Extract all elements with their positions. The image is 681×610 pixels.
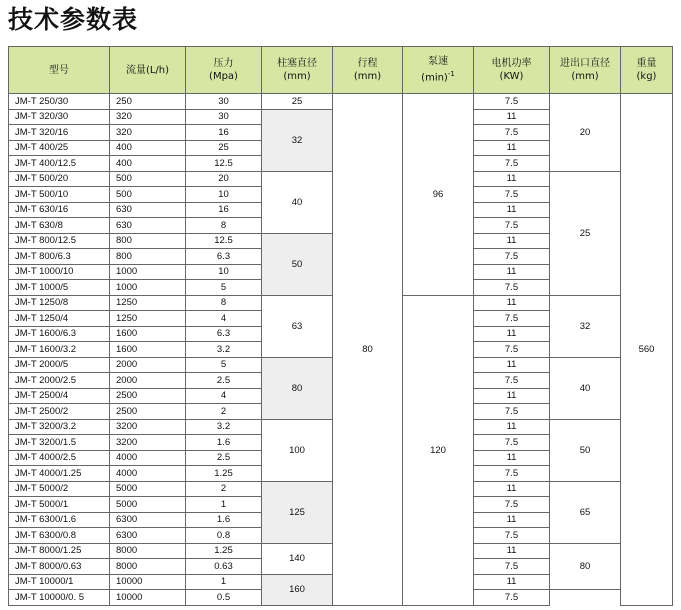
model-cell: JM-T 630/16	[9, 202, 110, 218]
motor-power-cell: 11	[474, 481, 550, 497]
motor-power-cell: 7.5	[474, 497, 550, 513]
plunger-diameter-cell: 80	[262, 357, 333, 419]
pressure-cell: 1	[186, 574, 262, 590]
flow-cell: 2500	[110, 404, 186, 420]
motor-power-cell: 11	[474, 140, 550, 156]
header-pressure: 压力 (Mpa)	[186, 47, 262, 94]
pressure-cell: 1.6	[186, 512, 262, 528]
plunger-diameter-cell: 125	[262, 481, 333, 543]
motor-power-cell: 11	[474, 574, 550, 590]
header-motor-power: 电机功率 (KW)	[474, 47, 550, 94]
flow-cell: 320	[110, 125, 186, 141]
pressure-cell: 8	[186, 218, 262, 234]
flow-cell: 630	[110, 218, 186, 234]
flow-cell: 1600	[110, 326, 186, 342]
model-cell: JM-T 1600/6.3	[9, 326, 110, 342]
pressure-cell: 1.6	[186, 435, 262, 451]
model-cell: JM-T 8000/1.25	[9, 543, 110, 559]
model-cell: JM-T 1000/10	[9, 264, 110, 280]
pump-speed-cell: 96	[403, 94, 474, 296]
motor-power-cell: 7.5	[474, 218, 550, 234]
flow-cell: 250	[110, 94, 186, 110]
pressure-cell: 16	[186, 202, 262, 218]
port-diameter-cell: 20	[550, 94, 621, 172]
motor-power-cell: 11	[474, 388, 550, 404]
header-stroke: 行程 (mm)	[333, 47, 403, 94]
pressure-cell: 8	[186, 295, 262, 311]
plunger-diameter-cell: 50	[262, 233, 333, 295]
motor-power-cell: 11	[474, 512, 550, 528]
motor-power-cell: 11	[474, 295, 550, 311]
model-cell: JM-T 2000/5	[9, 357, 110, 373]
motor-power-cell: 11	[474, 419, 550, 435]
motor-power-cell: 7.5	[474, 280, 550, 296]
motor-power-cell: 11	[474, 109, 550, 125]
port-diameter-cell: 80	[550, 543, 621, 590]
pressure-cell: 0.5	[186, 590, 262, 606]
motor-power-cell: 7.5	[474, 125, 550, 141]
flow-cell: 10000	[110, 574, 186, 590]
motor-power-cell: 11	[474, 264, 550, 280]
flow-cell: 1250	[110, 295, 186, 311]
motor-power-cell: 11	[474, 171, 550, 187]
model-cell: JM-T 10000/0. 5	[9, 590, 110, 606]
model-cell: JM-T 500/20	[9, 171, 110, 187]
plunger-diameter-cell: 160	[262, 574, 333, 605]
pressure-cell: 2	[186, 481, 262, 497]
flow-cell: 1000	[110, 280, 186, 296]
flow-cell: 3200	[110, 435, 186, 451]
port-diameter-cell: 32	[550, 295, 621, 357]
model-cell: JM-T 6300/0.8	[9, 528, 110, 544]
model-cell: JM-T 2500/4	[9, 388, 110, 404]
motor-power-cell: 7.5	[474, 249, 550, 265]
header-pump-speed: 泵速 $(\min)^{-1}$	[403, 47, 474, 94]
flow-cell: 630	[110, 202, 186, 218]
header-flow: 流量(L/h)	[110, 47, 186, 94]
flow-cell: 4000	[110, 466, 186, 482]
pressure-cell: 12.5	[186, 233, 262, 249]
model-cell: JM-T 6300/1.6	[9, 512, 110, 528]
flow-cell: 8000	[110, 543, 186, 559]
port-diameter-cell: 50	[550, 419, 621, 481]
flow-cell: 10000	[110, 590, 186, 606]
model-cell: JM-T 500/10	[9, 187, 110, 203]
motor-power-cell: 7.5	[474, 187, 550, 203]
pressure-cell: 4	[186, 311, 262, 327]
header-weight: 重量 (kg)	[621, 47, 673, 94]
motor-power-cell: 7.5	[474, 311, 550, 327]
pressure-cell: 12.5	[186, 156, 262, 172]
flow-cell: 800	[110, 249, 186, 265]
pressure-cell: 6.3	[186, 326, 262, 342]
motor-power-cell: 7.5	[474, 156, 550, 172]
pressure-cell: 10	[186, 187, 262, 203]
motor-power-cell: 7.5	[474, 528, 550, 544]
pressure-cell: 2	[186, 404, 262, 420]
plunger-diameter-cell: 32	[262, 109, 333, 171]
flow-cell: 6300	[110, 528, 186, 544]
page-title: 技术参数表	[8, 5, 139, 34]
table-row	[9, 94, 673, 110]
motor-power-cell: 7.5	[474, 94, 550, 110]
plunger-diameter-cell: 140	[262, 543, 333, 574]
model-cell: JM-T 4000/2.5	[9, 450, 110, 466]
pressure-cell: 5	[186, 280, 262, 296]
flow-cell: 2500	[110, 388, 186, 404]
model-cell: JM-T 2000/2.5	[9, 373, 110, 389]
port-diameter-cell: 65	[550, 481, 621, 543]
pressure-cell: 1.25	[186, 466, 262, 482]
pressure-cell: 2.5	[186, 450, 262, 466]
motor-power-cell: 7.5	[474, 466, 550, 482]
model-cell: JM-T 630/8	[9, 218, 110, 234]
header-port-diameter: 进出口直径 (mm)	[550, 47, 621, 94]
flow-cell: 320	[110, 109, 186, 125]
model-cell: JM-T 250/30	[9, 94, 110, 110]
motor-power-cell: 7.5	[474, 373, 550, 389]
flow-cell: 5000	[110, 481, 186, 497]
pressure-cell: 1.25	[186, 543, 262, 559]
pressure-cell: 3.2	[186, 419, 262, 435]
motor-power-cell: 7.5	[474, 435, 550, 451]
flow-cell: 4000	[110, 450, 186, 466]
flow-cell: 1250	[110, 311, 186, 327]
flow-cell: 3200	[110, 419, 186, 435]
pressure-cell: 4	[186, 388, 262, 404]
motor-power-cell: 11	[474, 233, 550, 249]
flow-cell: 400	[110, 140, 186, 156]
model-cell: JM-T 800/12.5	[9, 233, 110, 249]
model-cell: JM-T 1250/8	[9, 295, 110, 311]
plunger-diameter-cell: 63	[262, 295, 333, 357]
port-diameter-cell: 40	[550, 357, 621, 419]
model-cell: JM-T 400/25	[9, 140, 110, 156]
model-cell: JM-T 3200/3.2	[9, 419, 110, 435]
weight-cell: 560	[621, 94, 673, 606]
model-cell: JM-T 4000/1.25	[9, 466, 110, 482]
motor-power-cell: 11	[474, 202, 550, 218]
pressure-cell: 0.63	[186, 559, 262, 575]
motor-power-cell: 11	[474, 543, 550, 559]
pressure-cell: 1	[186, 497, 262, 513]
model-cell: JM-T 320/30	[9, 109, 110, 125]
motor-power-cell: 7.5	[474, 342, 550, 358]
model-cell: JM-T 8000/0.63	[9, 559, 110, 575]
plunger-diameter-cell: 25	[262, 94, 333, 110]
stroke-cell: 80	[333, 94, 403, 606]
flow-cell: 500	[110, 187, 186, 203]
pressure-cell: 0.8	[186, 528, 262, 544]
pressure-cell: 6.3	[186, 249, 262, 265]
pressure-cell: 10	[186, 264, 262, 280]
pressure-cell: 20	[186, 171, 262, 187]
model-cell: JM-T 320/16	[9, 125, 110, 141]
pressure-cell: 2.5	[186, 373, 262, 389]
header-row	[9, 47, 673, 94]
model-cell: JM-T 1250/4	[9, 311, 110, 327]
motor-power-cell: 7.5	[474, 404, 550, 420]
motor-power-cell: 11	[474, 326, 550, 342]
flow-cell: 5000	[110, 497, 186, 513]
pump-speed-cell: 120	[403, 295, 474, 605]
model-cell: JM-T 5000/2	[9, 481, 110, 497]
flow-cell: 2000	[110, 373, 186, 389]
flow-cell: 800	[110, 233, 186, 249]
flow-cell: 1600	[110, 342, 186, 358]
model-cell: JM-T 5000/1	[9, 497, 110, 513]
pressure-cell: 16	[186, 125, 262, 141]
flow-cell: 1000	[110, 264, 186, 280]
model-cell: JM-T 1600/3.2	[9, 342, 110, 358]
model-cell: JM-T 10000/1	[9, 574, 110, 590]
header-plunger-diameter: 柱塞直径 (mm)	[262, 47, 333, 94]
pressure-cell: 5	[186, 357, 262, 373]
plunger-diameter-cell: 100	[262, 419, 333, 481]
flow-cell: 400	[110, 156, 186, 172]
flow-cell: 2000	[110, 357, 186, 373]
model-cell: JM-T 400/12.5	[9, 156, 110, 172]
pressure-cell: 25	[186, 140, 262, 156]
header-model: 型号	[9, 47, 110, 94]
model-cell: JM-T 2500/2	[9, 404, 110, 420]
pressure-cell: 30	[186, 109, 262, 125]
motor-power-cell: 11	[474, 450, 550, 466]
port-diameter-cell: 25	[550, 171, 621, 295]
model-cell: JM-T 3200/1.5	[9, 435, 110, 451]
flow-cell: 500	[110, 171, 186, 187]
motor-power-cell: 11	[474, 357, 550, 373]
plunger-diameter-cell: 40	[262, 171, 333, 233]
pressure-cell: 3.2	[186, 342, 262, 358]
motor-power-cell: 7.5	[474, 590, 550, 606]
model-cell: JM-T 800/6.3	[9, 249, 110, 265]
flow-cell: 8000	[110, 559, 186, 575]
pressure-cell: 30	[186, 94, 262, 110]
motor-power-cell: 7.5	[474, 559, 550, 575]
model-cell: JM-T 1000/5	[9, 280, 110, 296]
flow-cell: 6300	[110, 512, 186, 528]
spec-table	[8, 46, 673, 606]
